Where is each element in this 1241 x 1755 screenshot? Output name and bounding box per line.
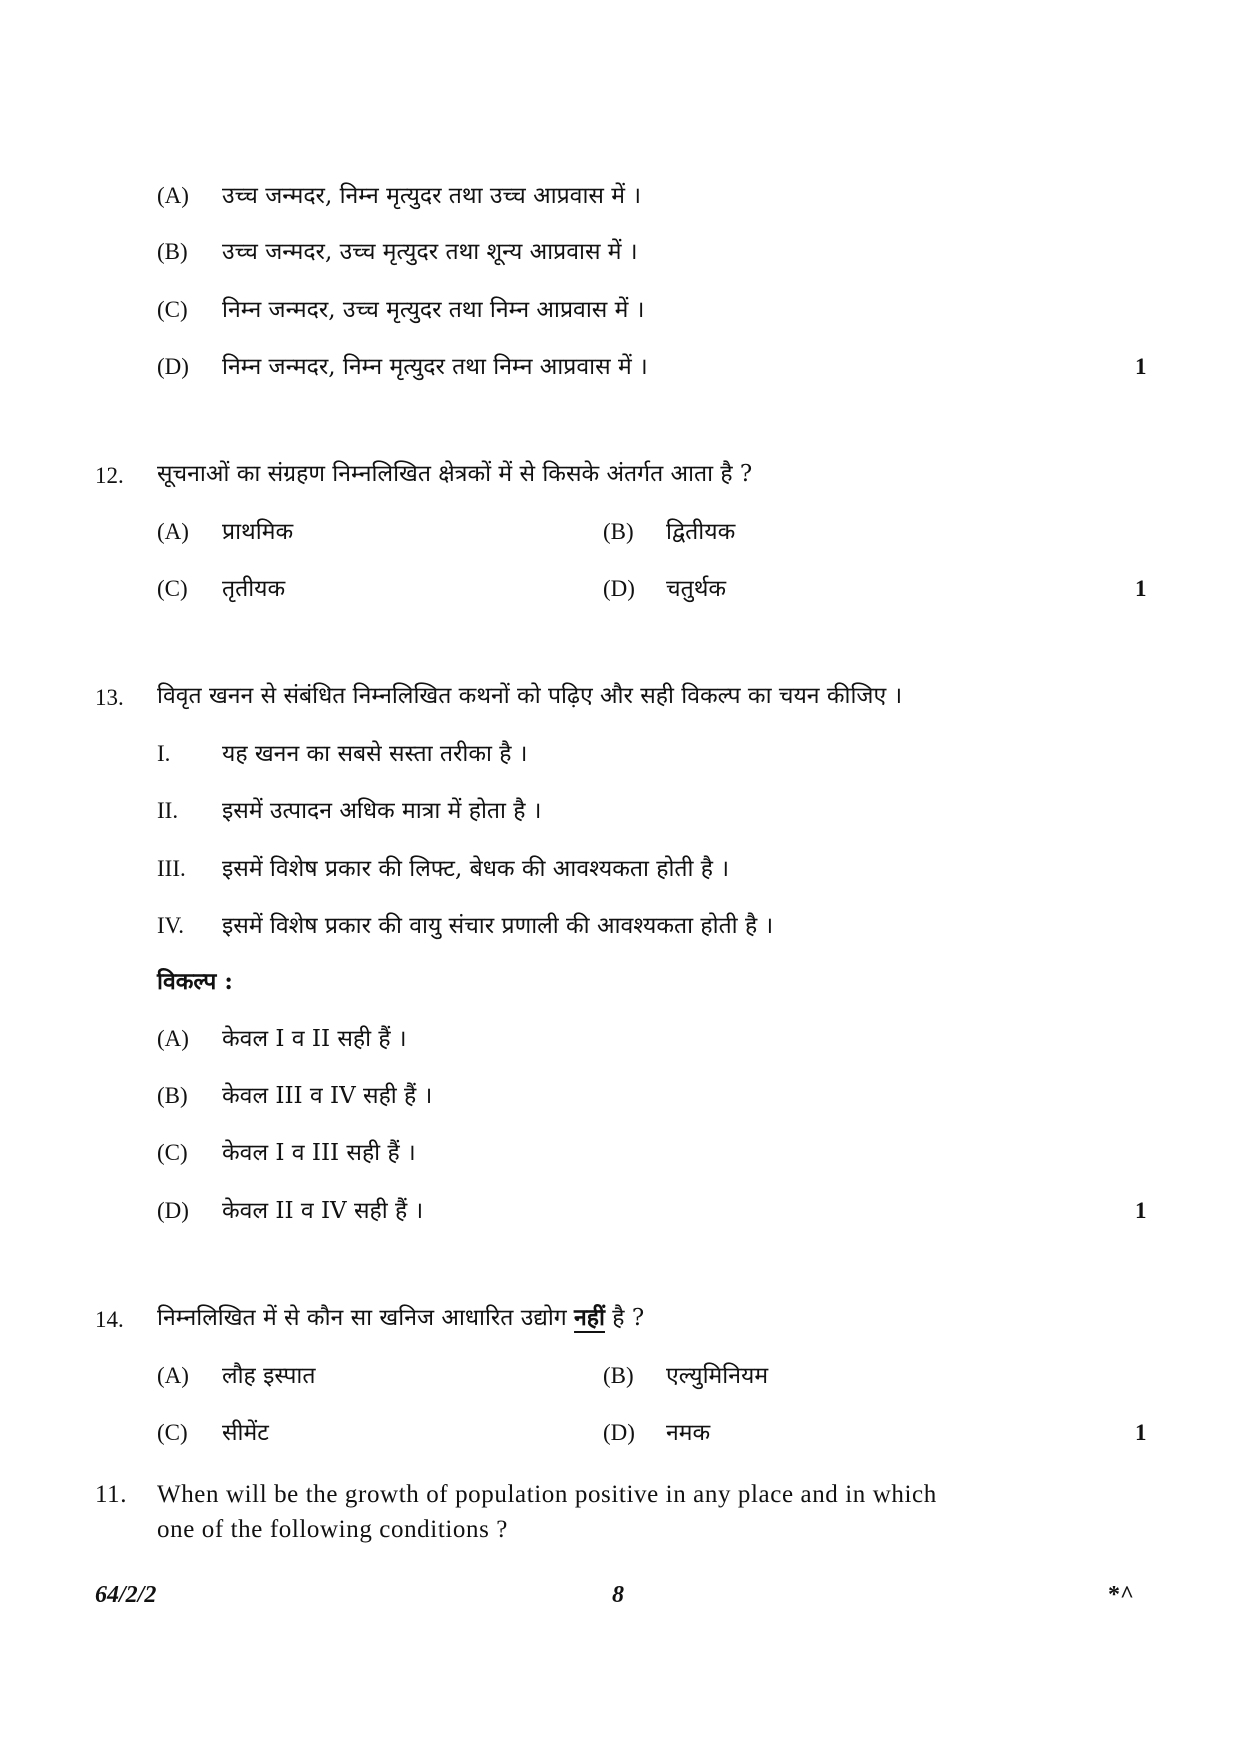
q13-option-c-text: केवल I व III सही हैं ।: [222, 1140, 416, 1166]
q13-statement-1-label: I.: [157, 741, 171, 766]
q13-statement-3-label: III.: [157, 856, 186, 881]
q11-option-d-label: (D): [157, 354, 189, 379]
q14-option-d-label: (D): [603, 1420, 635, 1445]
q13-option-a-label: (A): [157, 1026, 189, 1051]
page-number: 8: [612, 1582, 624, 1608]
q14-option-d-text: नमक: [666, 1420, 711, 1446]
q14-option-b-label: (B): [603, 1363, 634, 1388]
q12-option-b-text: द्वितीयक: [666, 519, 736, 545]
q13-option-d-text: केवल II व IV सही हैं ।: [222, 1198, 424, 1224]
q14-number: 14.: [95, 1307, 124, 1332]
q13-statement-1-text: यह खनन का सबसे सस्ता तरीका है ।: [222, 741, 528, 767]
q11-option-b-text: उच्च जन्मदर, उच्च मृत्युदर तथा शून्य आप्रवास में ।: [222, 239, 638, 265]
q11-option-c-text: निम्न जन्मदर, उच्च मृत्युदर तथा निम्न आप्रवास में ।: [222, 297, 645, 323]
q13-statement-2-text: इसमें उत्पादन अधिक मात्रा में होता है ।: [222, 798, 542, 824]
q12-option-c-text: तृतीयक: [222, 576, 286, 602]
paper-code: 64/2/2: [95, 1582, 157, 1608]
q12-option-c-label: (C): [157, 576, 188, 601]
q13-question: विवृत खनन से संबंधित निम्नलिखित कथनों को पढ़िए और सही विकल्प का चयन कीजिए ।: [157, 683, 903, 709]
q13-options-heading: विकल्प :: [157, 968, 233, 995]
q13-option-d-label: (D): [157, 1198, 189, 1223]
q11-option-a-label: (A): [157, 183, 189, 208]
q12-option-d-label: (D): [603, 576, 635, 601]
q12-question: सूचनाओं का संग्रहण निम्नलिखित क्षेत्रकों में से किसके अंतर्गत आता है ?: [157, 461, 753, 487]
q13-option-c-label: (C): [157, 1140, 188, 1165]
q14-option-a-text: लौह इस्पात: [222, 1363, 316, 1389]
q14-option-c-text: सीमेंट: [222, 1420, 269, 1446]
q11-option-a-text: उच्च जन्मदर, निम्न मृत्युदर तथा उच्च आप्रवास में ।: [222, 183, 642, 209]
q11-option-c-label: (C): [157, 297, 188, 322]
q12-option-b-label: (B): [603, 519, 634, 544]
q12-option-a-text: प्राथमिक: [222, 519, 294, 545]
q11-option-d-text: निम्न जन्मदर, निम्न मृत्युदर तथा निम्न आप्रवास में ।: [222, 354, 648, 380]
q13-option-b-label: (B): [157, 1083, 188, 1108]
q13-statement-2-label: II.: [157, 798, 179, 823]
q13-option-a-text: केवल I व II सही हैं ।: [222, 1026, 407, 1052]
q12-marks: 1: [1135, 576, 1147, 601]
q14-question-after: है ?: [604, 1305, 645, 1331]
q14-option-b-text: एल्युमिनियम: [666, 1363, 769, 1389]
q12-option-d-text: चतुर्थक: [666, 576, 727, 602]
q11-option-b-label: (B): [157, 239, 188, 264]
q14-marks: 1: [1135, 1420, 1147, 1445]
q11-en-line-2: one of the following conditions ?: [157, 1516, 508, 1543]
q13-marks: 1: [1135, 1198, 1147, 1223]
q14-question-emphasis: नहीं: [574, 1304, 605, 1331]
q13-option-b-text: केवल III व IV सही हैं ।: [222, 1083, 433, 1109]
footer-mark: *^: [1108, 1582, 1134, 1608]
q13-statement-3-text: इसमें विशेष प्रकार की लिफ्ट, बेधक की आवश्यकता होती है ।: [222, 856, 730, 882]
q14-question: [157, 1304, 644, 1332]
q11-marks: 1: [1135, 354, 1147, 379]
q12-option-a-label: (A): [157, 519, 189, 544]
q14-question-before: निम्नलिखित में से कौन सा खनिज आधारित उद्योग: [157, 1305, 575, 1331]
q14-option-a-label: (A): [157, 1363, 189, 1388]
q13-statement-4-text: इसमें विशेष प्रकार की वायु संचार प्रणाली की आवश्यकता होती है ।: [222, 913, 774, 939]
q11-en-number: 11.: [95, 1481, 128, 1508]
q13-statement-4-label: IV.: [157, 913, 185, 938]
q12-number: 12.: [95, 463, 124, 488]
q11-en-line-1: When will be the growth of population positive in any place and in which: [157, 1481, 937, 1508]
q13-number: 13.: [95, 685, 124, 710]
q14-option-c-label: (C): [157, 1420, 188, 1445]
